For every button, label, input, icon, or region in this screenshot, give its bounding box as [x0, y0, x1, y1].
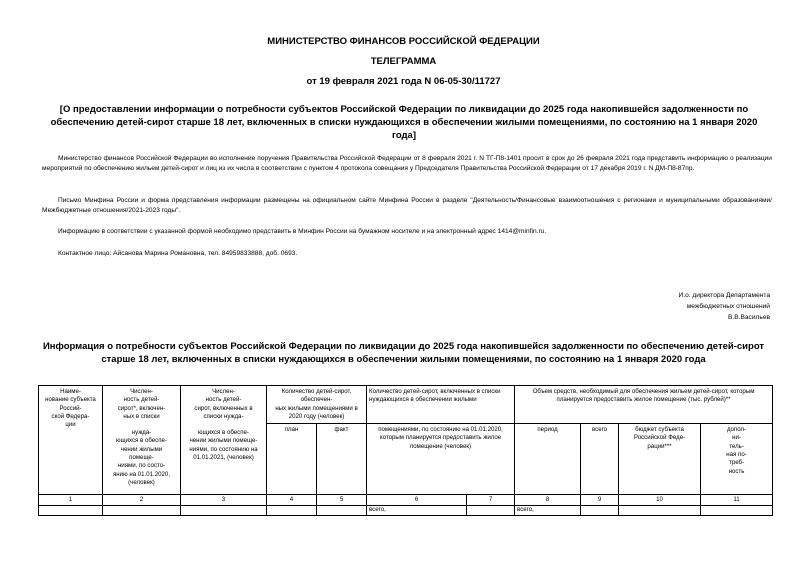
- paragraph-contact: [42, 249, 772, 259]
- col-housed-2020-header: Количество детей-сирот, обеспечен- ных жилыми помещениями в 2020 году (человек): [267, 386, 367, 424]
- column-number: 3: [181, 495, 267, 506]
- paragraph-submission: [42, 227, 772, 237]
- col-orphans-2021-header-a: Числен- ность детей- сирот, включенных в списки нужда-: [194, 388, 253, 420]
- column-number: 4: [267, 495, 317, 506]
- table-cell: [467, 506, 515, 516]
- col-orphans-2020-header: [103, 386, 181, 495]
- document-date-number: от 19 февраля 2021 года N 06-05-30/11727: [306, 76, 501, 87]
- signature-department: межбюджетных отношений: [686, 303, 770, 310]
- total-label-funds: всего,: [515, 506, 581, 516]
- table-cell: [619, 506, 701, 516]
- table-cell: [181, 506, 267, 516]
- col-orphans-2021-header-b: ющихся в обеспе- чении жилыми помеще- ниями, по состоянию на 01.01.2021, (человек): [189, 429, 258, 462]
- signature-block: [679, 290, 770, 323]
- document-subject: [О предоставлении информации о потребности субъектов Российской Федерации по ликвидации до 2025 года накопившейся задолженности по обеспечению детей-сирот старше 18 лет, включенных в списки нуждающихся в обеспечении жилыми помещениями, по состоянию на 1 января 2020 года]: [50, 104, 758, 141]
- col-total-header: всего: [581, 424, 619, 495]
- table-cell: [581, 506, 619, 516]
- column-number: 7: [467, 495, 515, 506]
- total-label-planned: всего,: [367, 506, 467, 516]
- paragraph-request-text: Министерство финансов Российской Федерации во исполнение поручения Правительства Российской Федерации от 8 февраля 2021 г. N ТГ-П8-1401 просит в срок до 26 февраля 2021 года представить информацию о реализации мероприятий по обеспечению жильем детей-сирот и лиц из их числа в соответствии с пунктом 4 протокола совещания у Председателя Правительства Российской Федерации от 17 декабря 2019 г. N ДМ-П8-87пр.: [42, 155, 772, 172]
- info-form-title: Информация о потребности субъектов Российской Федерации по ликвидации до 2025 года накопившейся задолженности по обеспечению детей-сирот старше 18 лет, включенных в списки нуждающихся в обеспечении жилыми помещениями, по состоянию на 1 января 2020 года: [42, 341, 765, 365]
- col-orphans-2020-header-a: Числен- ность детей- сирот*, включен- ных в списки: [117, 388, 166, 420]
- col-planned-sub-header: помещениями, по состоянию на 01.01.2020, которым планируется предоставить жилое помещение (человек): [367, 424, 515, 495]
- col-region-header: Наиме- нование субъекта Россий- ской Федера- ции: [39, 386, 103, 495]
- column-number: 10: [619, 495, 701, 506]
- column-number: 8: [515, 495, 581, 506]
- table-cell: [103, 506, 181, 516]
- table-cell: [317, 506, 367, 516]
- column-number: 6: [367, 495, 467, 506]
- table-column-numbers-row: [39, 495, 773, 506]
- info-form-table: [38, 385, 773, 516]
- document-type: ТЕЛЕГРАММА: [370, 56, 437, 67]
- ministry-name: МИНИСТЕРСТВО ФИНАНСОВ РОССИЙСКОЙ ФЕДЕРАЦИИ: [267, 36, 540, 47]
- col-funds-header: Объем средств, необходимый для обеспечения жильем детей-сирот, которым планируется предоставить жилое помещение (тыс. рублей)**: [515, 386, 773, 424]
- col-plan-header: план: [267, 424, 317, 495]
- column-number: 1: [39, 495, 103, 506]
- paragraph-website: [42, 196, 772, 216]
- col-period-header: период: [515, 424, 581, 495]
- column-number: 5: [317, 495, 367, 506]
- table-cell: [701, 506, 773, 516]
- table-cell: [39, 506, 103, 516]
- col-planned-header: Количество детей-сирот, включенных в списки нуждающихся в обеспечении жилыми: [367, 386, 515, 424]
- col-orphans-2021-header: [181, 386, 267, 495]
- signature-name: В.В.Васильев: [728, 314, 770, 321]
- column-number: 11: [701, 495, 773, 506]
- signature-position: И.о. директора Департамента: [678, 292, 770, 299]
- paragraph-contact-text: Контактное лицо: Айсанова Марина Романовна, тел. 84959833888, доб. 0693.: [58, 250, 298, 257]
- paragraph-request: [42, 154, 772, 174]
- column-number: 2: [103, 495, 181, 506]
- col-regional-budget-header: бюджет субъекта Российской Феде- рации***: [619, 424, 701, 495]
- table-data-row: [39, 506, 773, 516]
- col-additional-need-header: допол- ни- тель- ная по- треб- ность: [701, 424, 773, 495]
- col-fact-header: факт: [317, 424, 367, 495]
- paragraph-submission-text: Информацию в соответствии с указанной формой необходимо представить в Минфин России на бумажном носителе и на электронный адрес 1414@minfin.ru.: [58, 228, 547, 235]
- table-cell: [267, 506, 317, 516]
- column-number: 9: [581, 495, 619, 506]
- paragraph-website-text: Письмо Минфина России и форма представления информации размещены на официальном сайте Минфина России в разделе "Деятельность/Финансовые взаимоотношения с регионами и муниципальными образованиями/Межбюджетные отношения/2021-2023 годы".: [42, 197, 772, 214]
- col-orphans-2020-header-b: нужда- ющихся в обеспе- чении жилыми помеще- ниями, по состо- янию на 01.01.2020, (человек): [113, 429, 170, 486]
- table-header-row-1: [39, 386, 773, 424]
